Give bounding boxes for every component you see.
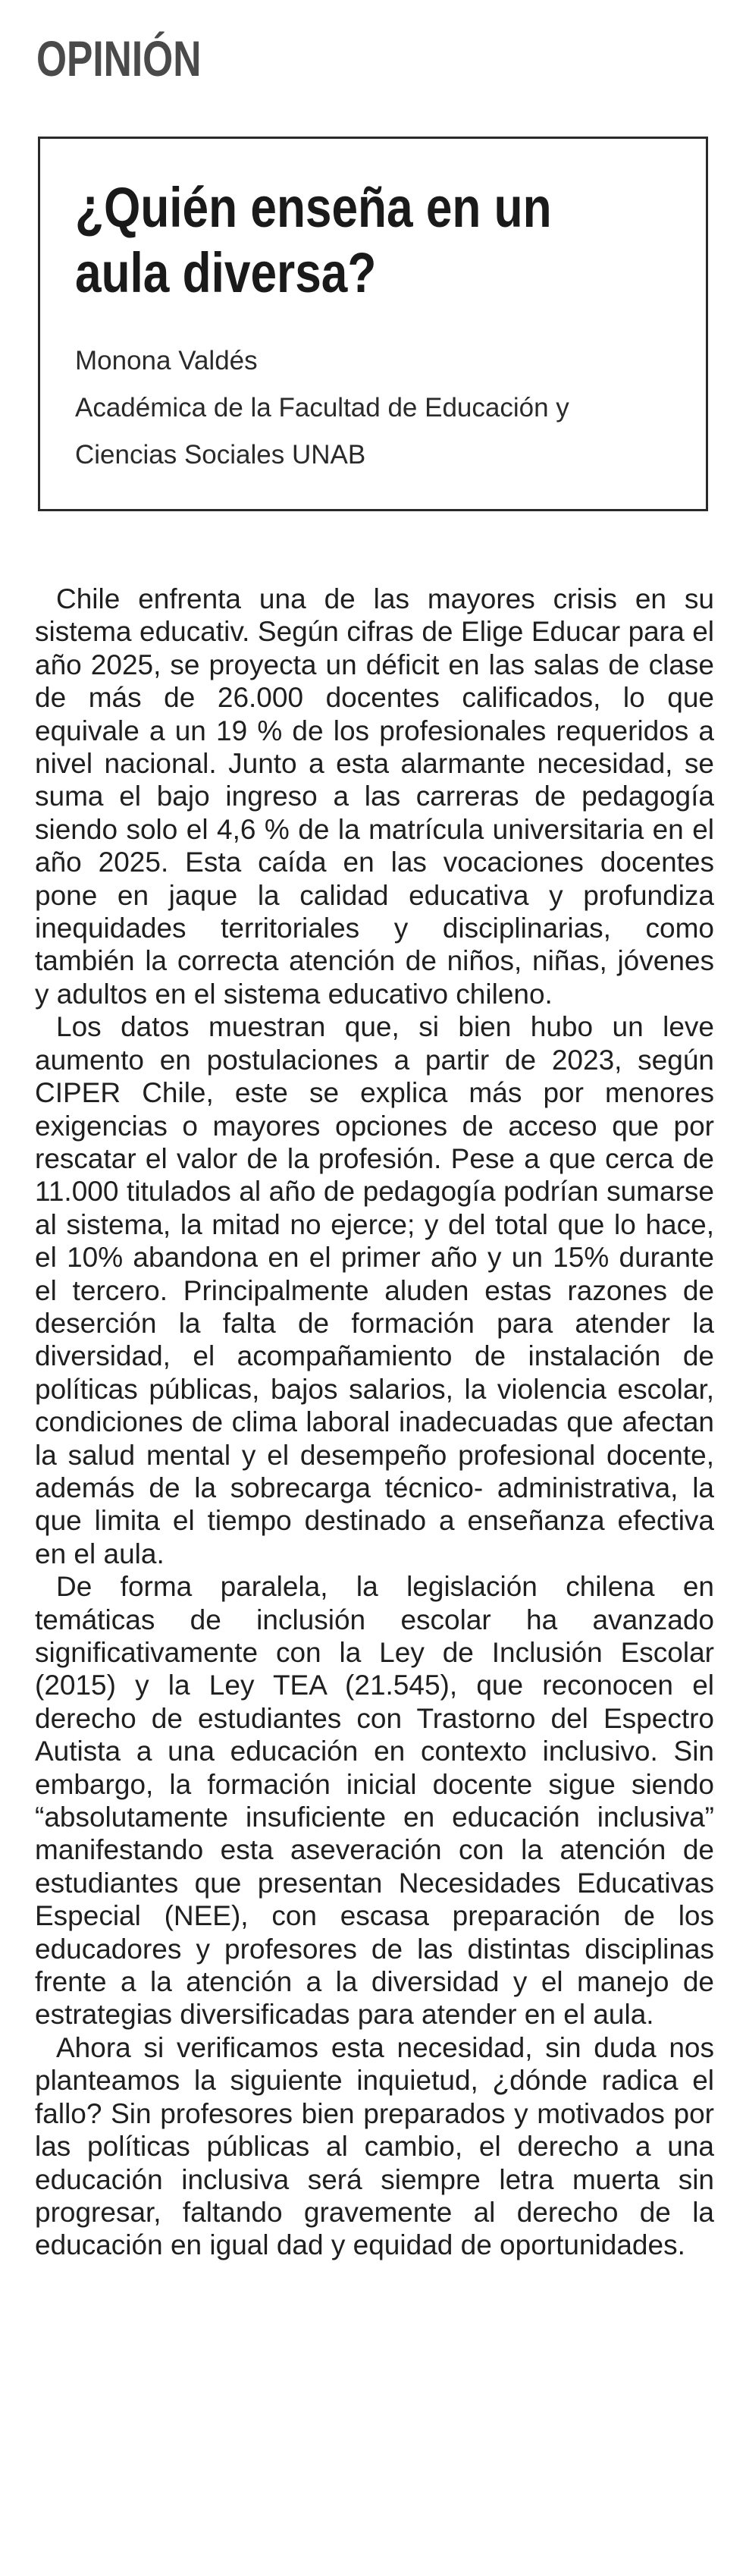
section-label: OPINIÓN (36, 30, 202, 86)
article-body (35, 583, 714, 2262)
article-paragraph-1: Chile enfrenta una de las mayores crisis en su sistema educativ. Según cifras de Elige Educar para el año 2025, se proyecta un déficit en las salas de clase de más de 26.000 docentes calificados, lo que equivale a un 19 % de los profesionales requeridos a nivel nacional. Junto a esta alarmante necesidad, se suma el bajo ingreso a las carreras de pedagogía siendo solo el 4,6 % de la matrícula universitaria en el año 2025. Esta caída en las vocaciones docentes pone en jaque la calidad educativa y profundiza inequidades territoriales y disciplinarias, como también la correcta atención de niños, niñas, jóvenes y adultos en el sistema educativo chileno. (35, 583, 714, 1010)
byline-role-line-2: Ciencias Sociales UNAB (75, 440, 366, 470)
article-paragraph-3: De forma paralela, la legislación chilena en temáticas de inclusión escolar ha avanzado significativamente con la Ley de Inclusión Escolar (2015) y la Ley TEA (21.545), que reconocen el derecho de estudiantes con Trastorno del Espectro Autista a una educación en contexto inclusivo. Sin embargo, la formación inicial docente sigue siendo “absolutamente insuficiente en educación inclusiva” manifestando esta aseveración con la atención de estudiantes que presentan Necesidades Educativas Especial (NEE), con escasa preparación de los educadores y profesores de las distintas disciplinas frente a la atención a la diversidad y el manejo de estrategias diversificadas para atender en el aula. (35, 1571, 714, 2031)
byline (75, 338, 682, 479)
headline-box (38, 137, 708, 511)
byline-author: Monona Valdés (75, 346, 258, 375)
headline: ¿Quién enseña en un aula diversa? (75, 176, 552, 304)
article-paragraph-4: Ahora si verificamos esta necesidad, sin duda nos planteamos la siguiente inquietud, ¿dónde radica el fallo? Sin profesores bien preparados y motivados por las políticas públicas al cambio, el derecho a una educación inclusiva será siempre letra muerta sin progresar, faltando gravemente al derecho de la educación en igual dad y equidad de oportunidades. (35, 2031, 714, 2261)
article-paragraph-2: Los datos muestran que, si bien hubo un leve aumento en postulaciones a partir de 2023, según CIPER Chile, este se explica más por menores exigencias o mayores opciones de acceso que por rescatar el valor de la profesión. Pese a que cerca de 11.000 titulados al año de pedagogía podrían sumarse al sistema, la mitad no ejerce; y del total que lo hace, el 10% abandona en el primer año y un 15% durante el tercero. Principalmente aluden estas razones de deserción la falta de formación para atender la diversidad, el acompañamiento de instalación de políticas públicas, bajos salarios, la violencia escolar, condiciones de clima laboral inadecuadas que afectan la salud mental y el desempeño profesional docente, además de la sobrecarga técnico- administrativa, la que limita el tiempo destinado a enseñanza efectiva en el aula. (35, 1011, 714, 1569)
byline-role-line-1: Académica de la Facultad de Educación y (75, 393, 569, 423)
